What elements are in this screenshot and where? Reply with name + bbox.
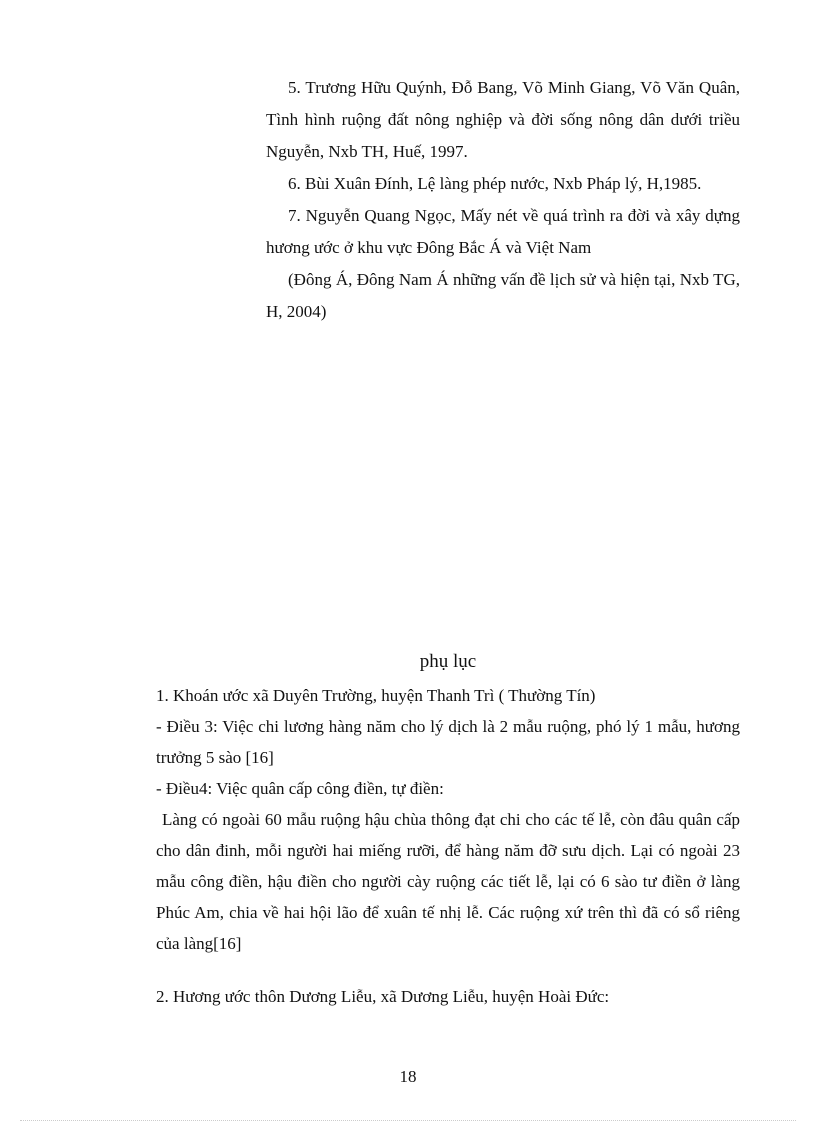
appendix-section (156, 648, 740, 1012)
article-4-body: Làng có ngoài 60 mẫu ruộng hậu chùa thông đạt chi cho các tế lễ, còn đâu quân cấp cho dân đinh, mỗi người hai miếng rưỡi, để hàng năm đỡ sưu dịch. Lại có ngoài 23 mẫu công điền, hậu điền cho người cày ruộng các tiết lễ, lại có 6 sào tư điền ở làng Phúc Am, chia về hai hội lão để xuân tế nhị lễ. Các ruộng xứ trên thì đã có sổ riêng của làng[16] (156, 810, 740, 953)
reference-item: 7. Nguyễn Quang Ngọc, Mấy nét về quá trình ra đời và xây dựng hương ước ở khu vực Đông Bắc Á và Việt Nam (266, 206, 740, 257)
appendix-item-title: 2. Hương ước thôn Dương Liễu, xã Dương Liễu, huyện Hoài Đức: (156, 987, 610, 1006)
appendix-title: phụ lục (419, 651, 477, 672)
reference-item: 6. Bùi Xuân Đính, Lệ làng phép nước, Nxb Pháp lý, H,1985. (288, 174, 702, 193)
article-4-heading: - Điều4: Việc quân cấp công điền, tự điền: (156, 779, 444, 798)
page-number: 18 (399, 1067, 417, 1086)
reference-list (266, 72, 740, 328)
article-3: - Điều 3: Việc chi lương hàng năm cho lý dịch là 2 mẫu ruộng, phó lý 1 mẫu, hương trưởng 5 sào [16] (156, 717, 740, 767)
reference-item: (Đông Á, Đông Nam Á những vấn đề lịch sử và hiện tại, Nxb TG, H, 2004) (266, 270, 740, 321)
reference-item: 5. Trương Hữu Quýnh, Đỗ Bang, Võ Minh Giang, Võ Văn Quân, Tình hình ruộng đất nông nghiệp và đời sống nông dân dưới triều Nguyễn, Nxb TH, Huế, 1997. (266, 78, 740, 161)
footer-divider (20, 1120, 796, 1121)
appendix-item-title: 1. Khoán ước xã Duyên Trường, huyện Thanh Trì ( Thường Tín) (156, 686, 596, 705)
